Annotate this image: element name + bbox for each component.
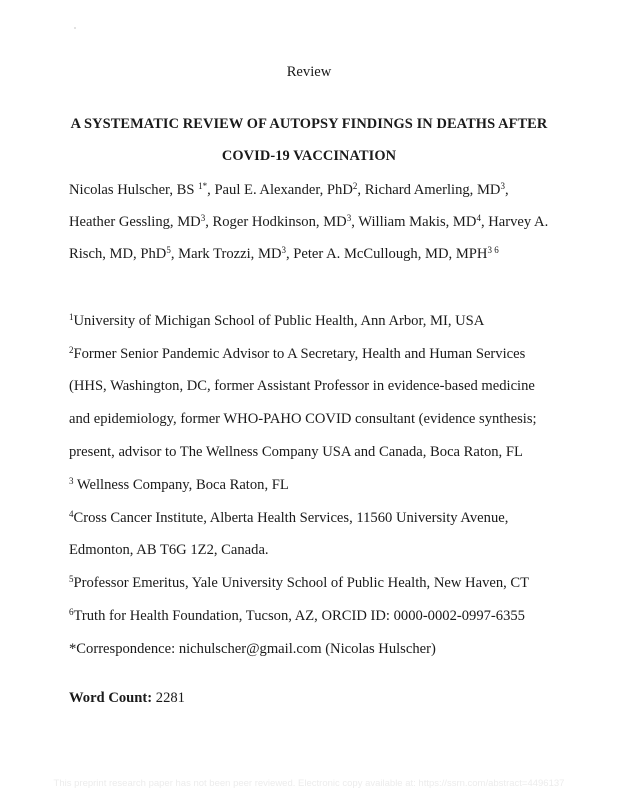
author-affil-sup: 3	[200, 213, 206, 223]
affiliation-2-line-3: and epidemiology, former WHO-PAHO COVID consultant (evidence synthesis;	[69, 411, 537, 427]
article-type: Review	[286, 64, 332, 80]
author-name: Heather Gessling, MD	[69, 214, 201, 230]
affiliation-2-line-4: present, advisor to The Wellness Company USA and Canada, Boca Raton, FL	[69, 444, 523, 460]
title-line-1: A SYSTEMATIC REVIEW OF AUTOPSY FINDINGS IN DEATHS AFTER	[70, 116, 548, 132]
author-name: Richard Amerling, MD	[364, 182, 501, 198]
author-name: Roger Hodkinson, MD	[212, 214, 347, 230]
correspondence: *Correspondence: nichulscher@gmail.com (Nicolas Hulscher)	[69, 641, 436, 657]
affiliation-text: Wellness Company, Boca Raton, FL	[73, 477, 289, 493]
affiliation-3	[69, 476, 289, 494]
word-count	[69, 689, 185, 707]
affiliation-5	[69, 574, 529, 592]
affiliation-2-line-2: (HHS, Washington, DC, former Assistant Professor in evidence-based medicine	[69, 378, 535, 394]
author-line-2: Heather Gessling, $MD^3$, Roger Hodkinson, $MD^3$, William Makis, $MD^4$, Harvey A.	[69, 213, 549, 230]
affiliation-1	[69, 312, 484, 330]
affiliation-4-line-1	[69, 509, 508, 527]
author-affil-sup: 3	[346, 213, 352, 223]
affiliation-2-line-1	[69, 345, 525, 363]
author-name: Harvey A.	[488, 214, 549, 230]
author-affil-sup: 4	[476, 213, 481, 223]
affiliation-sup: 5	[69, 574, 74, 584]
author-name: Peter A. McCullough, MD, MPH	[293, 246, 488, 262]
affiliation-text: Cross Cancer Institute, Alberta Health Services, 11560 University Avenue,	[73, 510, 509, 526]
author-line-3: Risch, MD, PhD$^5$, Mark Trozzi, $MD^3$, Peter A. McCullough, MD, $MPH^{3 6}$	[69, 245, 499, 262]
affiliation-sup: 1	[69, 312, 74, 322]
author-name: Risch, MD, PhD	[69, 246, 167, 262]
author-affil-sup: 3	[500, 181, 505, 191]
affiliation-sup: 4	[69, 509, 74, 519]
author-affil-sup: 2	[352, 181, 358, 191]
affiliation-4-line-2: Edmonton, AB T6G 1Z2, Canada.	[69, 542, 269, 558]
affiliation-sup: 2	[69, 345, 74, 355]
affiliation-text: Professor Emeritus, Yale University School of Public Health, New Haven, CT	[73, 575, 530, 591]
author-affil-sup: 5	[166, 245, 171, 255]
author-affil-sup: 3 6	[487, 245, 499, 255]
author-name: William Makis, MD	[358, 214, 477, 230]
affiliation-sup: 3	[69, 476, 74, 486]
author-name: Paul E. Alexander, PhD	[214, 182, 353, 198]
affiliation-text: Former Senior Pandemic Advisor to A Secretary, Health and Human Services	[73, 346, 526, 362]
affiliation-text: Truth for Health Foundation, Tucson, AZ, ORCID ID: 0000-0002-0997-6355	[73, 608, 525, 624]
author-name: Mark Trozzi, MD	[178, 246, 282, 262]
affiliation-text: University of Michigan School of Public Health, Ann Arbor, MI, USA	[73, 313, 485, 329]
author-affil-sup: 3	[281, 245, 286, 255]
word-count-value: 2281	[152, 690, 185, 706]
author-line-1: Nicolas Hulscher, BS $^{1*}$, Paul E. Alexander, PhD$^2$, Richard Amerling, $MD^3$,	[69, 181, 509, 198]
affiliation-6	[69, 607, 525, 625]
affiliation-sup: 6	[69, 607, 74, 617]
author-name: Nicolas Hulscher, BS	[69, 182, 195, 198]
word-count-label: Word Count:	[69, 690, 153, 706]
title-line-2: COVID-19 VACCINATION	[221, 148, 397, 164]
preprint-watermark: This preprint research paper has not been peer reviewed. Electronic copy available at: https://ssrn.com/abstract=4496137	[53, 778, 565, 789]
scan-speck	[74, 27, 76, 29]
author-affil-sup: 1*	[198, 181, 208, 191]
